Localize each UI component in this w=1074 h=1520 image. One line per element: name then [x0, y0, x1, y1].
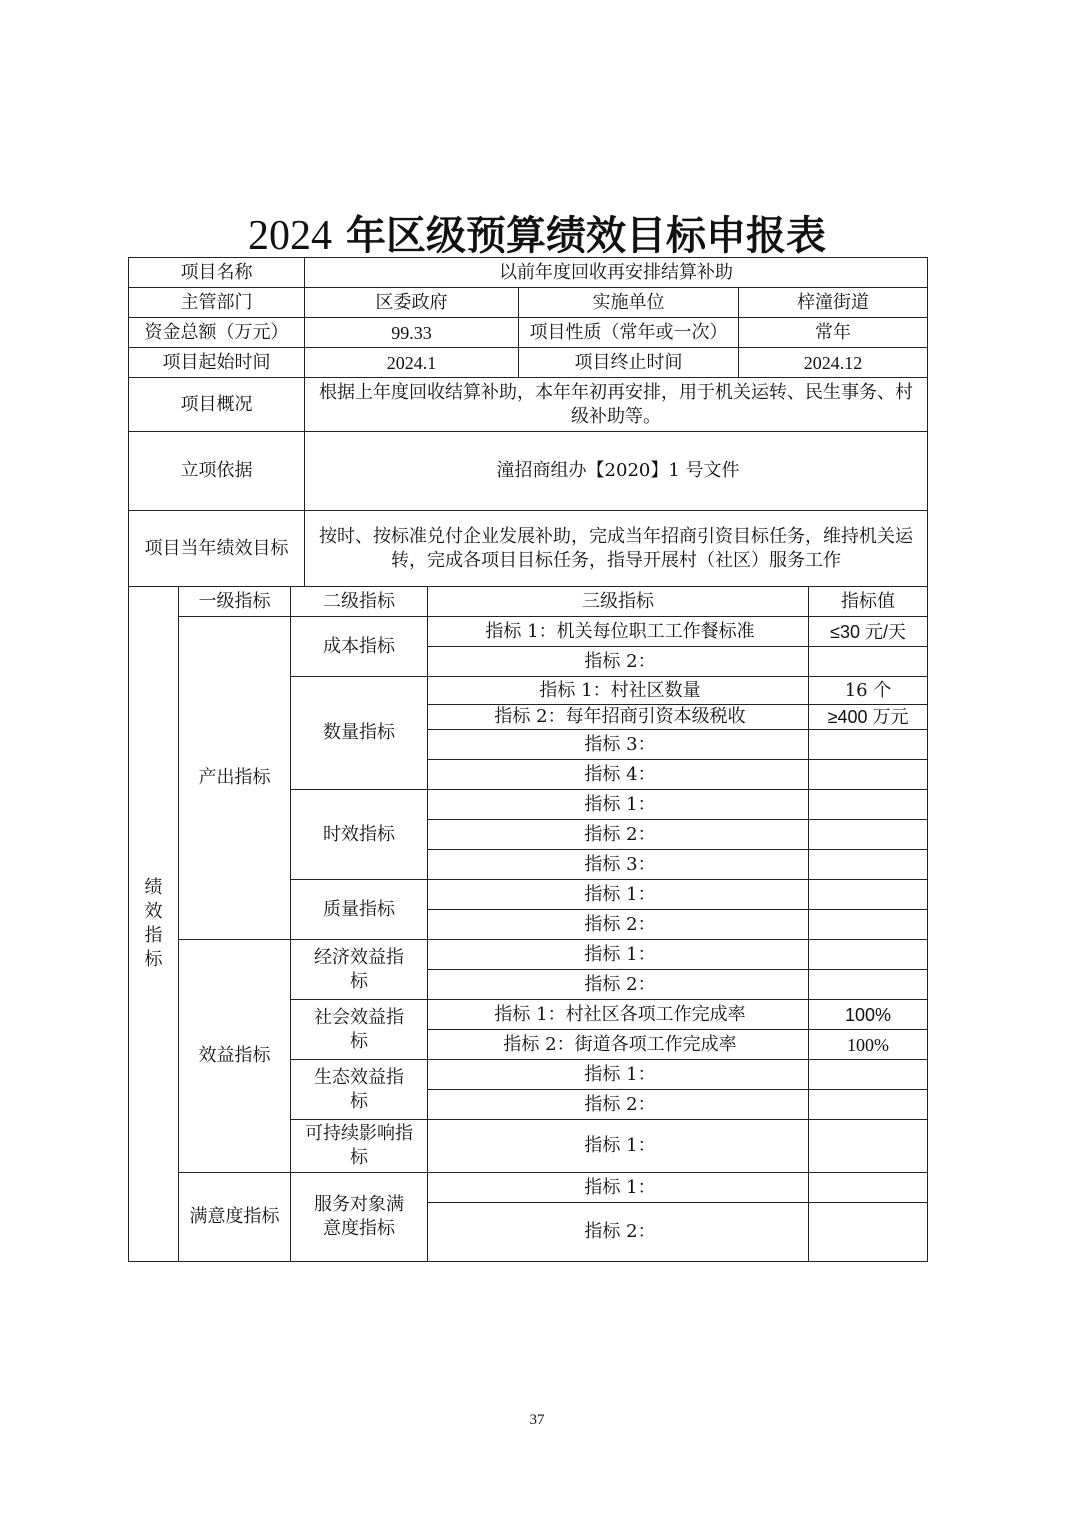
- indicator-value: 16 个: [809, 677, 928, 705]
- indicator-value: [809, 880, 928, 910]
- col-value-header: 指标值: [809, 587, 928, 617]
- nature-value: 常年: [739, 318, 928, 348]
- table-row: 指标 2：: [428, 910, 809, 940]
- dept-value: 区委政府: [305, 288, 519, 318]
- fund-label: 资金总额（万元）: [129, 318, 305, 348]
- ecological-benefit-label: 生态效益指标: [291, 1060, 428, 1120]
- table-row: 指标 3：: [428, 850, 809, 880]
- start-value: 2024.1: [305, 348, 519, 378]
- page-number: 37: [529, 1412, 545, 1428]
- indicator-value: [809, 730, 928, 760]
- budget-performance-table: [128, 257, 928, 1262]
- indicator-value: [809, 760, 928, 790]
- indicator-value: [809, 970, 928, 1000]
- end-value: 2024.12: [739, 348, 928, 378]
- nature-label: 项目性质（常年或一次）: [519, 318, 739, 348]
- basis-label: 立项依据: [129, 432, 305, 511]
- table-row: 指标 1：机关每位职工工作餐标准: [428, 617, 809, 647]
- goal-value: 按时、按标准兑付企业发展补助，完成当年招商引资目标任务，维持机关运转，完成各项目目标任务，指导开展村（社区）服务工作: [305, 511, 928, 587]
- table-row: 指标 1：: [428, 940, 809, 970]
- impl-label: 实施单位: [519, 288, 739, 318]
- indicator-value: [809, 850, 928, 880]
- fund-value: 99.33: [305, 318, 519, 348]
- satisfaction-indicator-label: 满意度指标: [179, 1173, 291, 1262]
- dept-label: 主管部门: [129, 288, 305, 318]
- indicator-value: [809, 940, 928, 970]
- performance-indicators-label: 绩效指标: [129, 587, 179, 1262]
- indicator-value: [809, 1060, 928, 1090]
- table-row: 指标 2：: [428, 647, 809, 677]
- goal-label: 项目当年绩效目标: [129, 511, 305, 587]
- table-row: 指标 3：: [428, 730, 809, 760]
- table-row: 指标 1：村社区数量: [428, 677, 809, 705]
- table-row: 指标 1：: [428, 790, 809, 820]
- table-row: 指标 2：: [428, 820, 809, 850]
- output-indicator-label: 产出指标: [179, 617, 291, 940]
- indicator-value: ≥400 万元: [809, 705, 928, 730]
- table-row: 指标 1：: [428, 1173, 809, 1203]
- end-label: 项目终止时间: [519, 348, 739, 378]
- table-row: 指标 1：村社区各项工作完成率: [428, 1000, 809, 1030]
- table-row: 指标 2：每年招商引资本级税收: [428, 705, 809, 730]
- col-level3-header: 三级指标: [428, 587, 809, 617]
- project-name-label: 项目名称: [129, 258, 305, 288]
- table-row: 指标 2：: [428, 1203, 809, 1262]
- indicator-value: [809, 1090, 928, 1120]
- table-row: 指标 1：: [428, 1120, 809, 1173]
- indicator-value: [809, 820, 928, 850]
- col-level2-header: 二级指标: [291, 587, 428, 617]
- table-row: 指标 4：: [428, 760, 809, 790]
- indicator-value: 100%: [809, 1000, 928, 1030]
- economic-benefit-label: 经济效益指标: [291, 940, 428, 1000]
- overview-value: 根据上年度回收结算补助，本年年初再安排，用于机关运转、民生事务、村级补助等。: [305, 378, 928, 432]
- indicator-value: ≤30 元/天: [809, 617, 928, 647]
- impl-value: 梓潼街道: [739, 288, 928, 318]
- project-name-value: 以前年度回收再安排结算补助: [305, 258, 928, 288]
- indicator-value: [809, 1120, 928, 1173]
- table-row: 指标 1：: [428, 1060, 809, 1090]
- quality-indicator-label: 质量指标: [291, 880, 428, 940]
- indicator-value: 100%: [809, 1030, 928, 1060]
- indicator-value: [809, 790, 928, 820]
- indicator-value: [809, 910, 928, 940]
- col-level1-header: 一级指标: [179, 587, 291, 617]
- start-label: 项目起始时间: [129, 348, 305, 378]
- indicator-value: [809, 1203, 928, 1262]
- timeliness-indicator-label: 时效指标: [291, 790, 428, 880]
- indicator-value: [809, 647, 928, 677]
- cost-indicator-label: 成本指标: [291, 617, 428, 677]
- table-row: 指标 2：街道各项工作完成率: [428, 1030, 809, 1060]
- table-row: 指标 1：: [428, 880, 809, 910]
- quantity-indicator-label: 数量指标: [291, 677, 428, 790]
- social-benefit-label: 社会效益指标: [291, 1000, 428, 1060]
- overview-label: 项目概况: [129, 378, 305, 432]
- table-row: 指标 2：: [428, 1090, 809, 1120]
- table-row: 指标 2：: [428, 970, 809, 1000]
- service-satisfaction-label: 服务对象满意度指标: [291, 1173, 428, 1262]
- basis-value: 潼招商组办【2020】1 号文件: [305, 432, 928, 511]
- page-title: 2024 年区级预算绩效目标申报表: [248, 212, 826, 259]
- sustainability-label: 可持续影响指标: [291, 1120, 428, 1173]
- benefit-indicator-label: 效益指标: [179, 940, 291, 1173]
- indicator-value: [809, 1173, 928, 1203]
